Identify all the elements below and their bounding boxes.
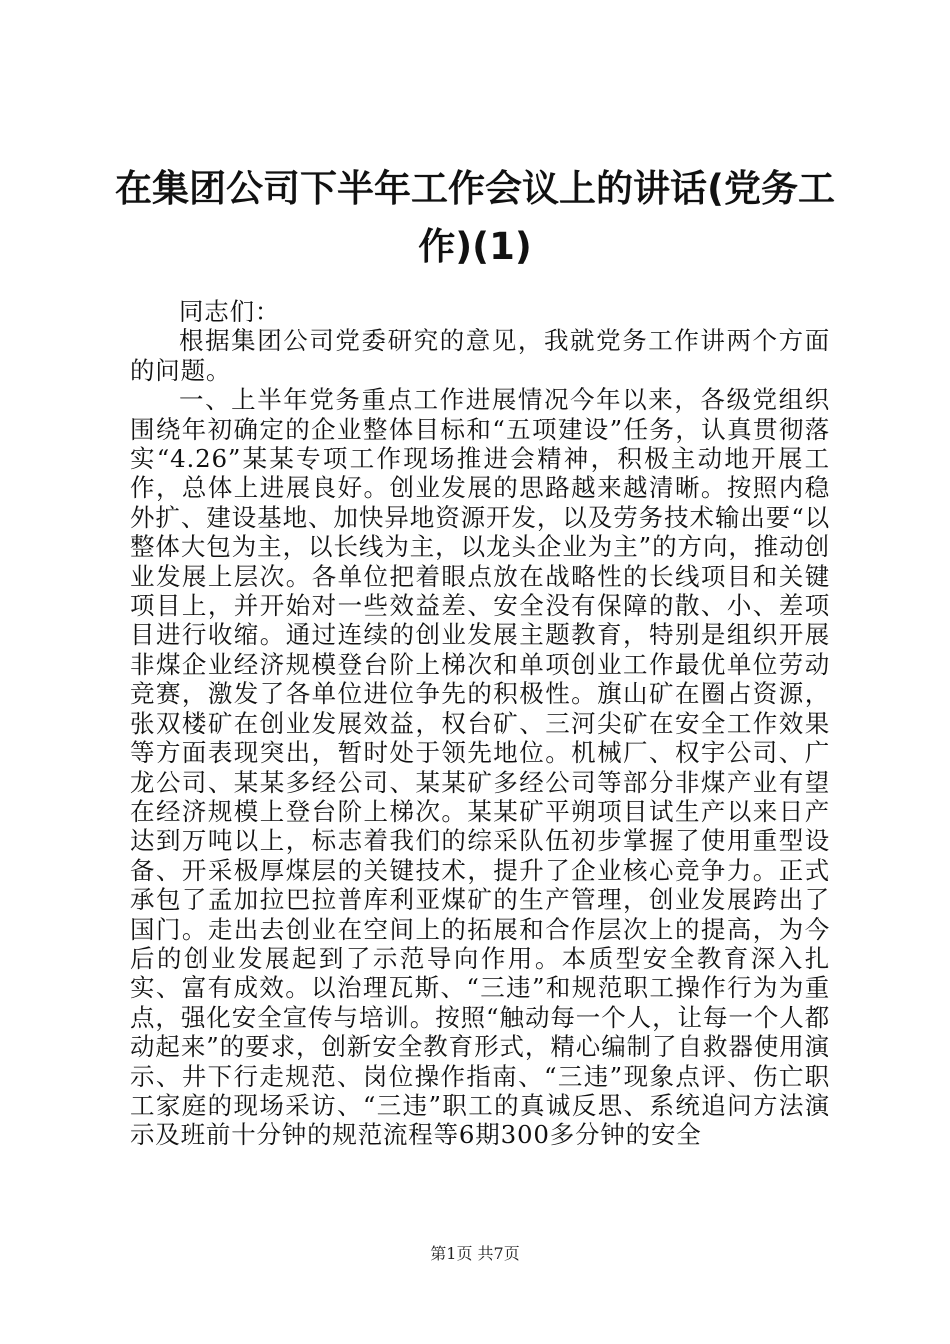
document-title: 在集团公司下半年工作会议上的讲话(党务工作)(1) (115, 167, 835, 268)
paragraph-1: 根据集团公司党委研究的意见，我就党务工作讲两个方面的问题。 (130, 326, 830, 385)
page-footer: 第1页 共7页 (430, 1244, 520, 1263)
document-body (130, 297, 830, 1150)
greeting: 同志们： (179, 297, 281, 326)
paragraph-2: 一、上半年党务重点工作进展情况今年以来，各级党组织围绕年初确定的企业整体目标和“五项建设”任务，认真贯彻落实“4.26”某某专项工作现场推进会精神，积极主动地开展工作，总体上进展良好。创业发展的思路越来越清晰。按照内稳外扩、建设基地、加快异地资源开发，以及劳务技术输出要“以整体大包为主，以长线为主，以龙头企业为主”的方向，推动创业发展上层次。各单位把着眼点放在战略性的长线项目和关键项目上，并开始对一些效益差、安全没有保障的散、小、差项目进行收缩。通过连续的创业发展主题教育，特别是组织开展非煤企业经济规模登台阶上梯次和单项创业工作最优单位劳动竞赛，激发了各单位进位争先的积极性。旗山矿在圈占资源，张双楼矿在创业发展效益，权台矿、三河尖矿在安全工作效果等方面表现突出，暂时处于领先地位。机械厂、权宇公司、广龙公司、某某多经公司、某某矿多经公司等部分非煤产业有望在经济规模上登台阶上梯次。某某矿平朔项目试生产以来日产达到万吨以上，标志着我们的综采队伍初步掌握了使用重型设备、开采极厚煤层的关键技术，提升了企业核心竞争力。正式承包了孟加拉巴拉普库利亚煤矿的生产管理，创业发展跨出了国门。走出去创业在空间上的拓展和合作层次上的提高，为今后的创业发展起到了示范导向作用。本质型安全教育深入扎实、富有成效。以治理瓦斯、“三违”和规范职工操作行为为重点，强化安全宣传与培训。按照“触动每一个人，让每一个人都动起来”的要求，创新安全教育形式，精心编制了自救器使用演示、井下行走规范、岗位操作指南、“三违”现象点评、伤亡职工家庭的现场采访、“三违”职工的真诚反思、系统追问方法演示及班前十分钟的规范流程等6期300多分钟的安全 (130, 385, 831, 1150)
